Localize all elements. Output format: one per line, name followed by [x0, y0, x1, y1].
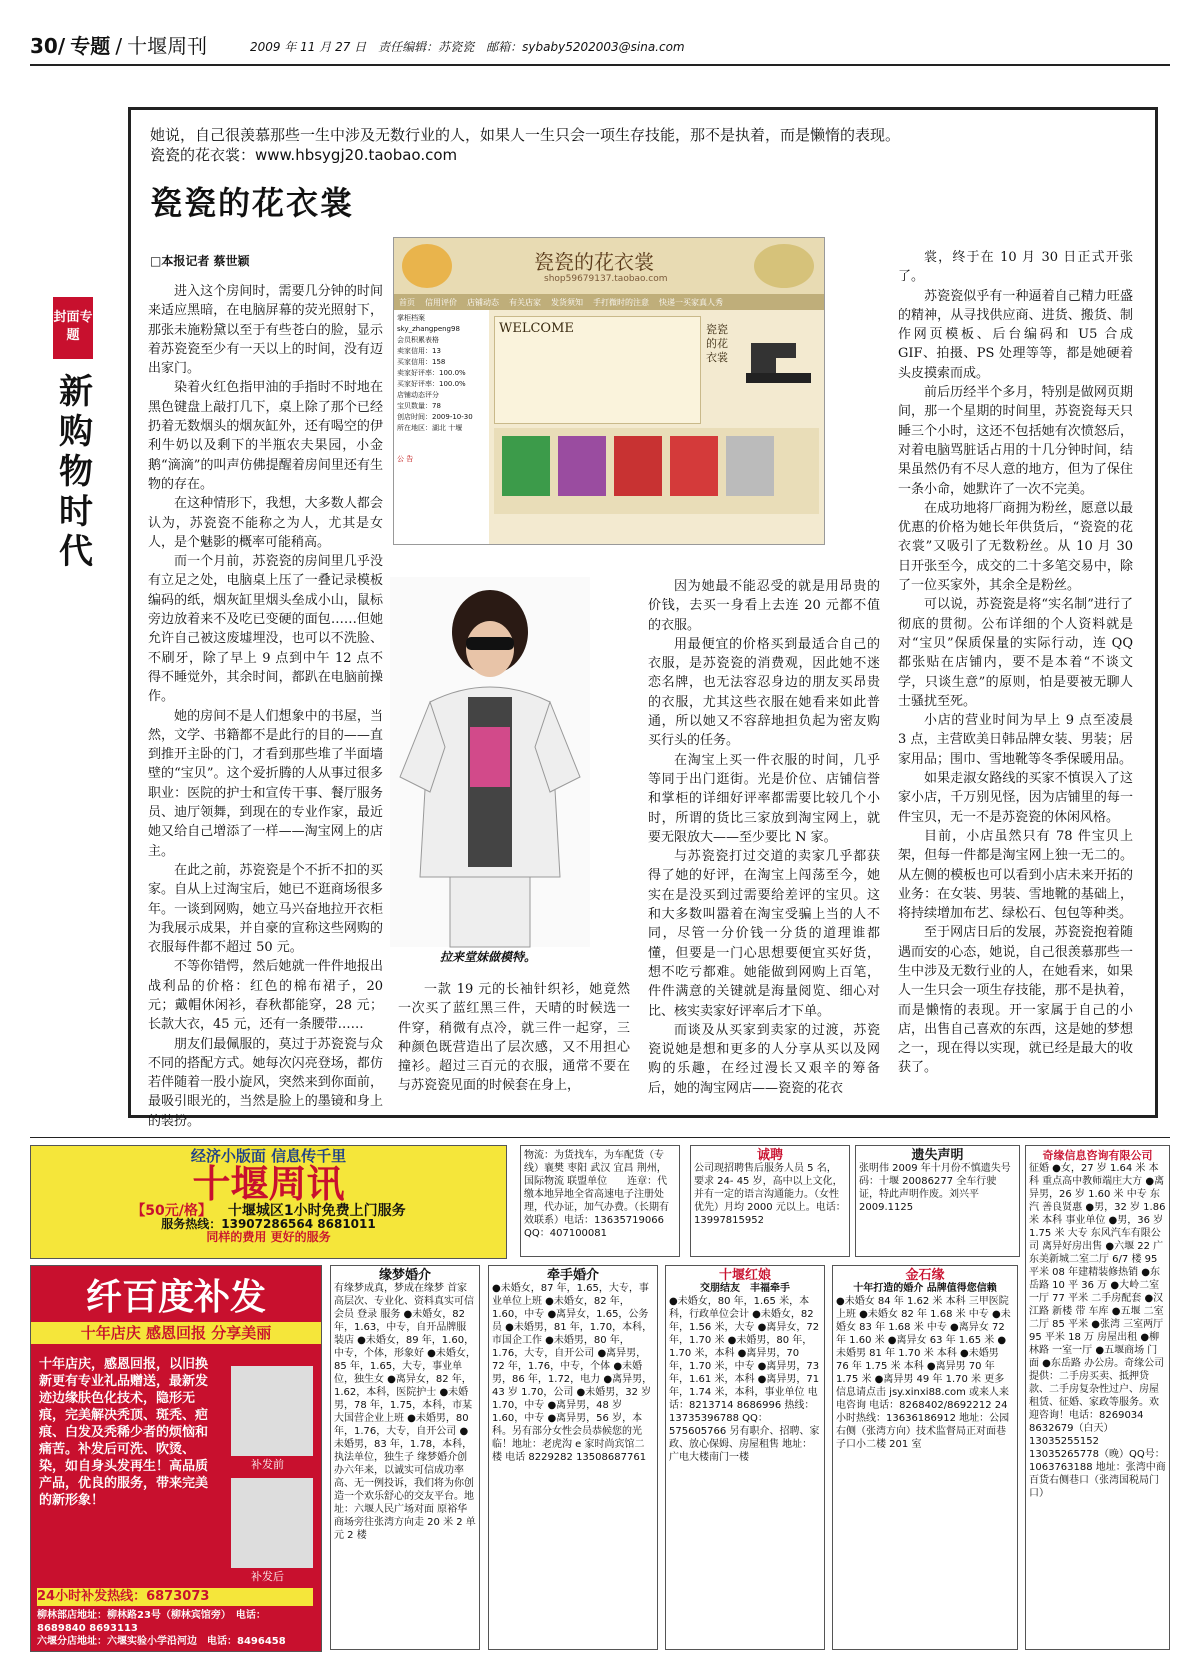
notice-label: 公 告 — [397, 455, 414, 463]
section-name: 专题 — [70, 34, 111, 58]
article-column-2 — [398, 980, 630, 1102]
banner-price: 【50元/格】 — [131, 1203, 212, 1219]
paragraph: 因为她最不能忍受的就是用昂贵的价钱，去买一身看上去连 20 元都不值的衣服。 — [648, 579, 880, 633]
hongniang-title: 十堰红娘 — [718, 1268, 771, 1283]
paragraph: 染着火红色指甲油的手指时不时地在黑色键盘上敲打几下，桌上除了那个已经扔着无数烟头的烟灰缸外，还有喝空的伊利牛奶以及剩下的半瓶农夫果园，小金鹅“滴滴”的叫声仿佛提醒着房间里还有生物的存在。 — [148, 380, 383, 492]
ad-separator — [30, 1137, 1170, 1138]
shop-side-title: 瓷瓷的花衣裳 — [706, 323, 728, 364]
logistics-text: 物流：为货找车，为车配货（专线）襄樊 枣阳 武汉 宜昌 荆州，国际物流 联盟单位 连章：代缴本地异地全省高速电子注册处理，代办证，加气办费。（长期有效联系）电话：13635719066 QQ：407100081 — [524, 1150, 674, 1239]
lost-notice-ad — [855, 1145, 1020, 1257]
paragraph: 裳，终于在 10 月 30 日正式开张了。 — [898, 250, 1133, 285]
article-intro — [150, 125, 1130, 165]
hiring-title: 诚聘 — [756, 1148, 783, 1163]
paragraph: 不等你错愕，然后她就一件件地报出战利品的价格：红色的棉布裙子，20 元；戴帽休闲衫，春秋都能穿，28 元；长款大衣，45 元，还有一条腰带…… — [148, 959, 383, 1033]
byline: □本报记者 蔡世颖 — [150, 254, 250, 268]
paragraph: 在这种情形下，我想，大多数人都会认为，苏瓷瓷不能称之为人，尤其是女人，是个魅影的概率可能稍高。 — [148, 496, 383, 550]
cover-topic-tag: 封面专题 — [53, 297, 93, 359]
page-number: 30/ — [30, 34, 66, 58]
lost-text: 张明伟 2009 年十月份不慎遗失号码：十堰 20086277 全车行驶证，特此声明作废。刘兴平 2009.1125 — [859, 1163, 1011, 1213]
product-thumbnail[interactable] — [502, 436, 550, 496]
paragraph: 与苏瓷瓷打过交道的卖家几乎都获得了她的好评，在淘宝上闯荡至今，她实在是没买到过需要给差评的宝贝。这和大多数叫嚣着在淘宝受骗上当的人不同，尽管一分价钱一分货的道理谁都懂，但要是一门心思想要便宜买好货，想不吃亏都难。她能做到网购上百笔，件件满意的关键就是海量阅览、细心对比、核实卖家好评率后才下单。 — [648, 849, 880, 1019]
hair-title: 纤百度补发 — [85, 1276, 266, 1318]
shop-nav-item[interactable]: 有关店家 — [509, 298, 541, 307]
product-row — [494, 428, 819, 514]
article-title: 瓷瓷的花衣裳 — [150, 184, 355, 222]
article-column-3 — [648, 577, 880, 1102]
shop-nav-item[interactable]: 手打微时的注意 — [593, 298, 649, 307]
paragraph: 目前，小店虽然只有 78 件宝贝上架，但每一件都是淘宝网上独一无二的。从左侧的模板也可以看到小店未来开拓的业务：在女装、男装、雪地靴的基础上，将持续增加布艺、绿松石、包包等种类。 — [898, 828, 1133, 922]
shop-sidebar — [394, 310, 489, 544]
hair-body: 十年店庆，感恩回报，以旧换新更有专业礼品赠送，最新发迹边缘肤色化技术，隐形无痕，完美解决秃顶、斑秃、疤痕、白发及秃稀少者的烦恼和痛苦。补发后可洗、吹烫、染，如自身头发再生！高品质产品，优良的服务，带来完美的新形象！ — [39, 1357, 209, 1508]
photo-caption: 拉来堂妹做模特。 — [440, 950, 537, 964]
paragraph: 而谈及从买家到卖家的过渡，苏瓷瓷说她是想和更多的人分享从买以及网购的乐趣，在经过漫长又艰辛的筹备后，她的淘宝网店——瓷瓷的花衣 — [648, 1022, 880, 1096]
sidebar-line: 店铺动态评分 — [397, 391, 439, 399]
paragraph: 至于网店日后的发展，苏瓷瓷抱着随遇而安的心态，她说，自己很羡慕那些一生中涉及无数行业的人，在她看来，如果人一生只会一项生存技能，那不是执着，而是懒惰的表现。开一家属于自己的小店，出售自己喜欢的东西，这是她的梦想之一，现在得以实现，就已经是最大的收获了。 — [898, 925, 1133, 1076]
product-thumbnail[interactable] — [670, 436, 718, 496]
banner-top: 经济小版面 信息传千里 — [190, 1147, 347, 1165]
shop-url: 瓷瓷的花衣裳：www.hbsygj20.taobao.com — [150, 146, 458, 164]
weekly-ad-banner — [30, 1145, 507, 1259]
intro-text: 她说，自己很羡慕那些一生中涉及无数行业的人，如果人一生只会一项生存技能，那不是执着，而是懒惰的表现。 — [150, 126, 901, 144]
yuanmeng-text: 有缘梦成真，梦成在缘梦 首家高层次、专业化、资料真实可信会员 登录 服务 ●未婚女，82 年，1.63，中专，自开品牌服装店 ●未婚女，89 年，1.60，中专，个体，形象好 ●未婚女，85 年，1.65，大专，事业单位，独生女 ●离异女，82 年，1.62，本科，医院护士 ●未婚男，78 年，1.75，本科，市某大国营企业上班 ●未婚男，80 年，1.76，大专，自开公司 ●未婚男，83 年，1.78，本科，执法单位，独生子 缘梦婚介创办六年来，以诚实可信成功率高、无一例投诉，我们将为你创造一个欢乐舒心的交友平台。地址：六堰人民广场对面 原裕华商场旁往张湾方向走 20 米 2 单元 2 楼 — [334, 1283, 476, 1541]
product-thumbnail[interactable] — [726, 436, 774, 496]
yuanmeng-title: 缘梦婚介 — [378, 1268, 431, 1283]
paragraph: 一款 19 元的长袖针织衫，她竟然一次买了蓝红黑三件，天晴的时候选一件穿，稍微有点冷，就三件一起穿，三种颜色既营造出了层次感，又不用担心撞衫。超过三百元的衣服，通常不要在与苏瓷瓷见面的时候套在身上， — [398, 982, 630, 1094]
shop-nav-item[interactable]: 快递一买家真人秀 — [659, 298, 723, 307]
hair-address-2: 六堰分店地址：六堰实验小学沿河边 电话：8496458 — [37, 1636, 286, 1647]
hiring-text: 公司现招聘售后服务人员 5 名，要求 24- 45 岁，高中以上文化，并有一定的语言沟通能力。（女性优先）月均 2000 元以上。电话：13997815952 — [694, 1163, 846, 1226]
paragraph: 苏瓷瓷似乎有一种逼着自己精力旺盛的精神，从寻找供应商、进货、搬货、制作网页模板、后台编码和 U5 合成 GIF、拍摄、PS 处理等等，都是她硬着头皮摸索而成。 — [898, 288, 1133, 381]
paragraph: 在成功地将厂商拥为粉丝，愿意以最优惠的价格为她长年供货后，“瓷瓷的花衣裳”又吸引了无数粉丝。从 10 月 30 日开张至今，成交的二十多笔交易中，除了一位买家外，其余全是粉丝。 — [898, 500, 1133, 594]
jinshiyuan-matchmaking-ad — [832, 1265, 1018, 1650]
banner-name: 十堰周讯 — [192, 1161, 345, 1206]
qianshou-title: 牵手婚介 — [546, 1268, 599, 1283]
paragraph: 她的房间不是人们想象中的书屋，当然，文学、书籍都不是此行的目的——直到推开主卧的门，才看到那些堆了半面墙壁的“宝贝”。这个爱折腾的人从事过很多职业：医院的护士和宣传干事、餐厅服务员、迪厅领舞，到现在的专业作家，最近她又给自己增添了一样——淘宝网上的店主。 — [148, 708, 383, 859]
lost-title: 遗失声明 — [911, 1148, 964, 1163]
shop-banner-title: 瓷瓷的花衣裳 — [534, 250, 654, 274]
paragraph: 而一个月前，苏瓷瓷的房间里几乎没有立足之处，电脑桌上压了一叠记录模板编码的纸，烟灰缸里烟头垒成小山，鼠标旁边放着来不及吃已变硬的面包……但她允许自己被这废墟埋没，也可以不洗脸、不刷牙，除了早上 9 点到中午 12 点不得不睡觉外，其余时间，都趴在电脑前操作。 — [148, 554, 383, 705]
hongniang-text: ●未婚女，80 年，1.65 米，本科，行政单位会计 ●未婚女，82 年，1.56 米，大专 ●离异女，72 年，1.70 米 ●未婚男，80 年，1.70 米，本科 ●离异男，70 年，1.70 米，中专 ●离异男，73 年，1.61 米，本科 ●离异男，71 年，1.74 米，本科，事业单位 电话：8213714 8686996 热线：13735396788 QQ：575605766 另有职介、招聘、家政、放心保姆、房屋租售 地址：广电大楼南门一楼 — [669, 1296, 820, 1463]
sidebar-line: 会员积累表格 — [397, 336, 439, 344]
qiyuan-title: 奇缘信息咨询有限公司 — [1042, 1149, 1153, 1162]
paragraph: 前后历经半个多月，特别是做网页期间，那一个星期的时间里，苏瓷瓷每天只睡三个小时，这还不包括她有次愤怒后，对着电脑骂脏话占用的十几分钟时间，结果虽然仍有不尽人意的地方，但为了保住一条小命，她默许了一次不完美。 — [898, 385, 1133, 497]
header-info: 2009 年 11 月 27 日 责任编辑：苏瓷瓷 邮箱：sybaby5202003@sina.com — [250, 40, 685, 54]
qianshou-text: ●未婚女，87 年，1.65，大专，事业单位上班 ●未婚女，82 年，1.60，中专 ●离异女，1.65，公务员 ●未婚男，81 年，1.70，本科，市国企工作 ●未婚男，80 年，1.76，大专，自开公司 ●离异男，72 年，1.76，中专，个体 ●未婚男，86 年，1.72，电力 ●离异男，43 岁 1.70，公司 ●未婚男，32 岁 1.70，中专 ●离异男，48 岁 1.60，中专 ●离异男，56 岁，本科。另有部分女性会员恭候您的光临！地址：老虎沟 e 家时尚宾馆二楼 电话 8229282 13508687761 — [492, 1283, 653, 1463]
yuanmeng-matchmaking-ad — [330, 1265, 480, 1650]
paragraph: 在此之前，苏瓷瓷是个不折不扣的买家。自从上过淘宝后，她已不逛商场很多年。一谈到网购，她立马兴奋地拉开衣柜为我展示成果，并自豪的宣称这些网购的衣服每件都不超过 50 元。 — [148, 862, 383, 956]
paper-name: 十堰周刊 — [127, 34, 208, 58]
sidebar-line: sky_zhangpeng98 — [397, 325, 460, 333]
shop-screenshot — [393, 237, 825, 545]
article-column-1 — [148, 282, 383, 1129]
qiyuan-agency-ad — [1025, 1145, 1170, 1650]
product-thumbnail[interactable] — [558, 436, 606, 496]
welcome-box — [494, 316, 701, 424]
page-header — [30, 30, 1170, 66]
hair-replacement-ad — [30, 1265, 322, 1652]
jinshiyuan-sub: 十年打造的婚介 品牌值得您信赖 — [853, 1283, 997, 1294]
sidebar-line: 买家信用：158 — [397, 358, 446, 366]
shop-banner-url: shop59679137.taobao.com — [544, 274, 668, 284]
qiyuan-text: 征婚 ●女，27 岁 1.64 米 本科 重点高中教师端庄大方 ●离异男，26 岁 1.60 米 中专 东汽 善良贤惠 ●男，32 岁 1.86 米 本科 事业单位 ●男，36 岁 1.75 米 大专 东风汽车有限公司 离异好房出售 ●六堰 22 广东美新城二室二厅 6/7 楼 95 平米 08 年建精装修热销 ●东岳路 10 平 36 万 ●大岭二室一厅 77 平米 二手房配套 ●汉江路 新楼 带 车库 ●五堰 二室二厅 85 平米 ●张湾 三室两厅 95 平米 18 万 房屋出租 ●柳林路 一室一厅 ●五堰商场 门面 ●东岳路 办公房。奇缘公司提供：二手房买卖、抵押贷款、二手房复杂性过户、房屋租赁、征婚、家政等服务。欢迎咨询！电话：8269034 8632679（白天）13035255152 13035265778（晚）QQ号：1063763188 地址：张湾中商百货右侧巷口（张湾国税局门口） — [1029, 1163, 1166, 1499]
sidebar-line: 买家好评率：100.0% — [397, 380, 466, 388]
paragraph: 小店的营业时间为早上 9 点至凌晨 3 点，主营欧美日韩品牌女装、男装；居家用品；围巾、雪地靴等冬季保暖用品。 — [898, 713, 1133, 767]
after-photo — [231, 1478, 313, 1568]
jinshiyuan-title: 金石缘 — [905, 1268, 945, 1283]
before-label: 补发前 — [251, 1458, 284, 1471]
model-photo — [390, 577, 590, 947]
flower-decoration — [402, 244, 452, 288]
shop-nav — [394, 294, 824, 310]
qianshou-matchmaking-ad — [488, 1265, 658, 1650]
hair-address-1: 柳林部店地址：柳林路23号（柳林宾馆旁） 电话：8689840 8693113 — [37, 1610, 266, 1634]
sidebar-line: 卖家信用：13 — [397, 347, 441, 355]
shop-banner — [394, 238, 824, 294]
paragraph: 朋友们最佩服的，莫过于苏瓷瓷与众不同的搭配方式。她每次闪亮登场，都仿若伴随着一股小旋风，突然来到你面前，最吸引眼光的，当然是脸上的墨镜和身上的装扮。 — [148, 1036, 383, 1129]
shop-nav-item[interactable]: 店铺动态 — [467, 298, 499, 307]
paragraph: 在淘宝上买一件衣服的时间，几乎等同于出门逛街。光是价位、店铺信誉和掌柜的详细好评率都需要比较几个小时，所谓的货比三家放到淘宝网上，就要无限放大——至少要比 N 家。 — [648, 752, 880, 845]
sidebar-line: 掌柜档案 — [397, 314, 425, 322]
hair-subtitle: 十年店庆 感恩回报 分享美丽 — [31, 1322, 321, 1344]
before-photo — [231, 1366, 313, 1456]
header-slash: / — [115, 34, 123, 58]
paragraph: 进入这个房间时，需要几分钟的时间来适应黑暗，在电脑屏幕的荧光照射下，那张未施粉黛以至于有些苍白的脸，显示着苏瓷瓷至少有一天以上的时间，没有迈出家门。 — [148, 284, 383, 377]
sidebar-line: 所在地区：湖北 十堰 — [397, 424, 463, 432]
vertical-title: 新购物时代 — [59, 372, 93, 572]
sidebar-line: 卖家好评率：100.0% — [397, 369, 466, 377]
hair-hotline: 24小时补发热线：6873073 — [37, 1588, 313, 1606]
flower-decoration — [754, 244, 814, 288]
hongniang-matchmaking-ad — [665, 1265, 825, 1650]
shop-nav-item[interactable]: 首页 — [399, 298, 415, 307]
sewing-machine-icon — [736, 328, 816, 398]
hongniang-sub: 交朋结友 丰福牵手 — [700, 1283, 790, 1294]
sidebar-line: 创店时间：2009-10-30 — [397, 413, 473, 421]
product-thumbnail[interactable] — [614, 436, 662, 496]
article-column-4 — [898, 248, 1133, 1103]
after-label: 补发后 — [251, 1570, 284, 1583]
banner-hotline: 服务热线：13907286564 8681011 — [161, 1217, 376, 1231]
banner-slogan: 同样的费用 更好的服务 — [206, 1230, 331, 1244]
banner-tagline: 十堰城区1小时免费上门服务 — [227, 1203, 406, 1219]
jinshiyuan-text: ●未婚女 84 年 1.62 米 本科 三甲医院上班 ●未婚女 82 年 1.68 米 中专 ●未婚女 83 年 1.68 米 中专 ●离异女 72 年 1.60 米 ●离异女 63 年 1.65 米 ●未婚男 81 年 1.70 米 本科 ●未婚男 76 年 1.75 米 本科 ●离异男 70 年 1.75 米 ●离异男 49 年 1.70 米 更多信息请点击 jsy.xinxi88.com 或来人来电咨询 电话：8268402/8692212 24 小时热线：13636186912 地址：公园右侧（张湾方向）技术监督局正对面巷子口小二楼 201 室 — [836, 1296, 1011, 1450]
shop-nav-item[interactable]: 信用评价 — [425, 298, 457, 307]
paragraph: 用最便宜的价格买到最适合自己的衣服，是苏瓷瓷的消费观，因此她不迷恋名牌，也无法容忍身边的朋友买昂贵的衣服，尤其这些衣服在她看来如此普通，所以她又不容辞地担负起为密友购买行头的任务。 — [648, 636, 880, 749]
welcome-text: WELCOME — [499, 321, 574, 336]
shop-nav-item[interactable]: 发货须知 — [551, 298, 583, 307]
sidebar-line: 宝贝数量：78 — [397, 402, 441, 410]
hiring-ad — [690, 1145, 850, 1257]
logistics-ad — [520, 1145, 680, 1257]
paragraph: 如果走淑女路线的买家不慎误入了这家小店，千万别见怪，因为店铺里的每一件宝贝，无一不是苏瓷瓷的休闲风格。 — [898, 771, 1133, 825]
paragraph: 可以说，苏瓷瓷是将“实名制”进行了彻底的贯彻。公布详细的个人资料就是对“宝贝”保质保量的实际行动，连 QQ 都张贴在店铺内，要不是本着“不谈文学，只谈生意”的原则，怕是要被无聊人士骚扰至死。 — [898, 597, 1133, 709]
